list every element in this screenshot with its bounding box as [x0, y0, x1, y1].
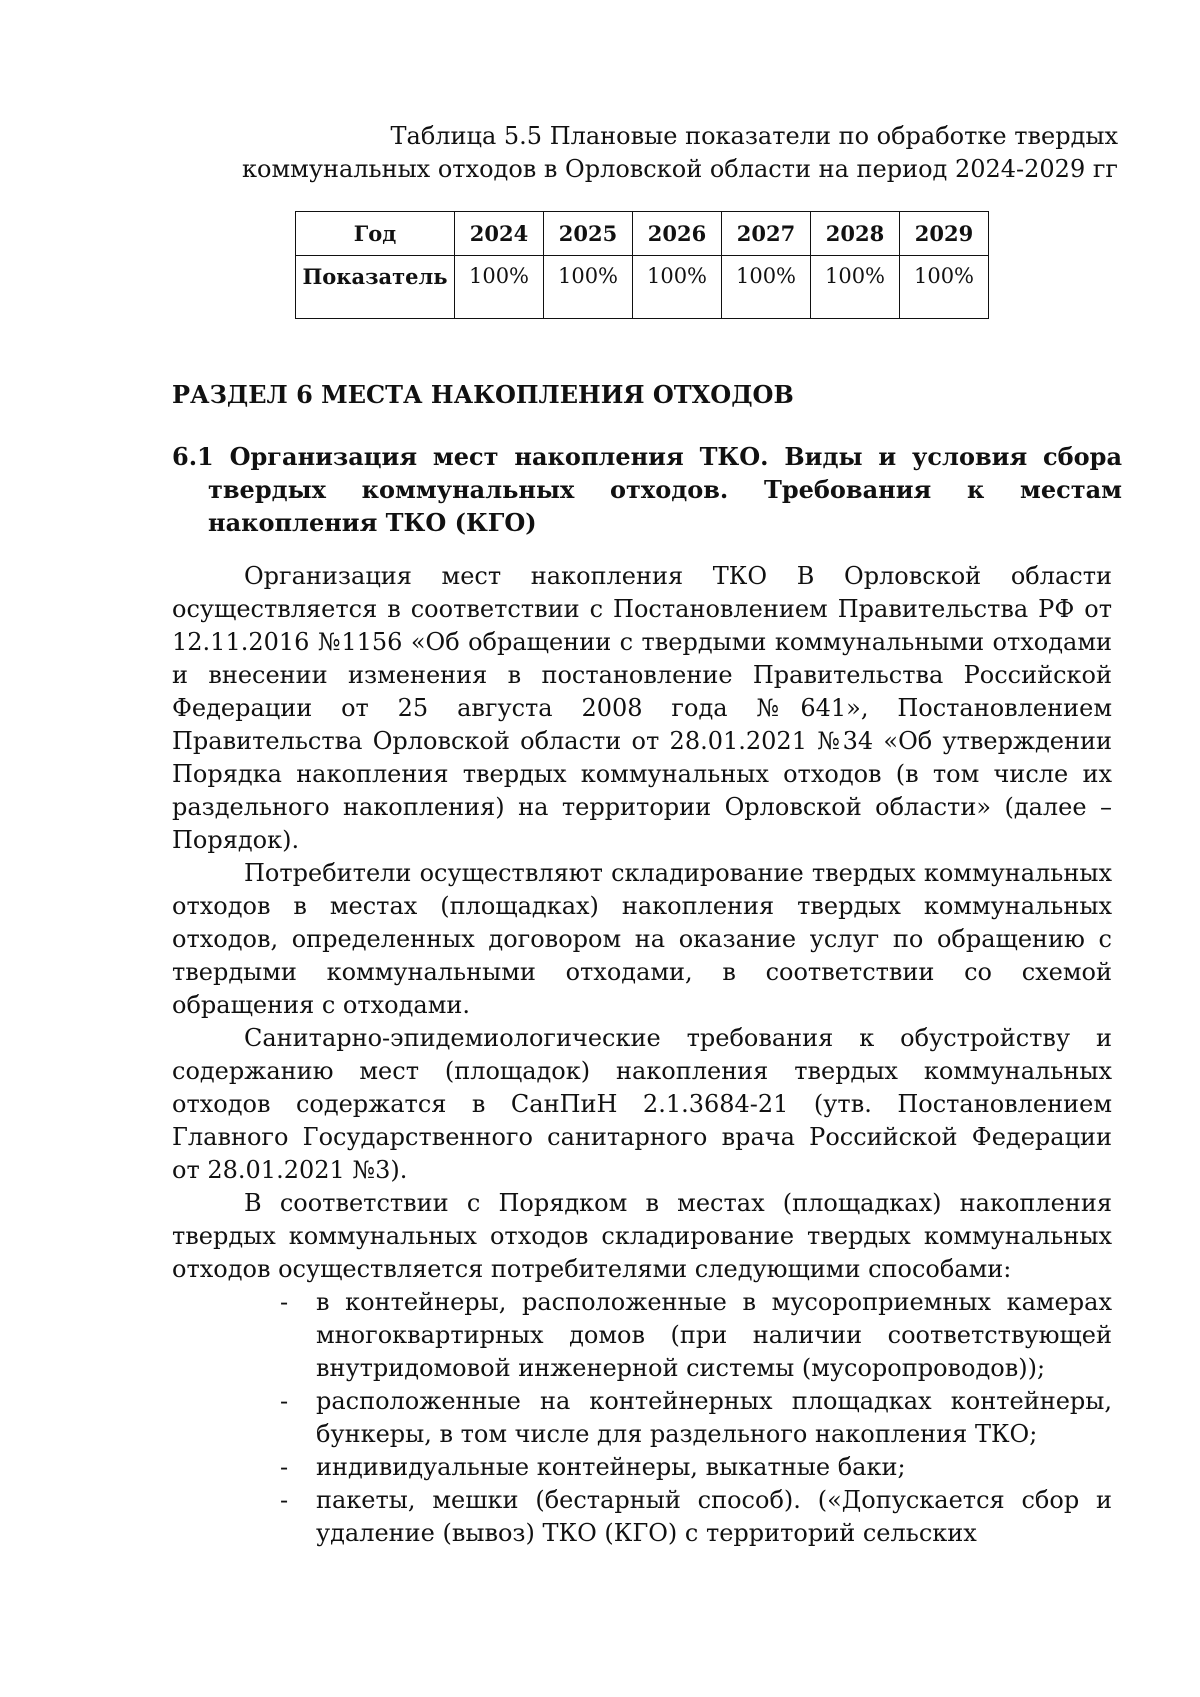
plan-table-value-2026: 100%: [633, 256, 722, 319]
paragraph: Потребители осуществляют складирование твердых коммунальных отходов в местах (площадках) накопления твердых коммунальных отходов, определенных договором на оказание услуг по обращению с твердыми коммунальными отходами, в соответствии со схемой обращения с отходами.: [172, 859, 1112, 1019]
list-item: [280, 1484, 1112, 1550]
section-title: РАЗДЕЛ 6 МЕСТА НАКОПЛЕНИЯ ОТХОДОВ: [172, 380, 794, 409]
plan-table-value-2025: 100%: [544, 256, 633, 319]
plan-table-year-2028: 2028: [811, 212, 900, 256]
plan-table-year-2026: 2026: [633, 212, 722, 256]
plan-table-value-2024: 100%: [455, 256, 544, 319]
plan-table-year-2025: 2025: [544, 212, 633, 256]
list-marker: -: [280, 1288, 289, 1316]
plan-table-year-2029: 2029: [900, 212, 989, 256]
list-marker: -: [280, 1486, 289, 1514]
plan-table-value-2029: 100%: [900, 256, 989, 319]
plan-table-value-2028: 100%: [811, 256, 900, 319]
plan-table-year-2024: 2024: [455, 212, 544, 256]
list-item: [280, 1385, 1112, 1451]
plan-table-year-2027: 2027: [722, 212, 811, 256]
table-caption-line-1: Таблица 5.5 Плановые показатели по обработке твердых: [390, 122, 1118, 150]
plan-table-value-2027: 100%: [722, 256, 811, 319]
list-marker: -: [280, 1453, 289, 1481]
body-text: [172, 560, 1112, 1550]
paragraph: В соответствии с Порядком в местах (площадках) накопления твердых коммунальных отходов складирование твердых коммунальных отходов осуществляется потребителями следующими способами:: [172, 1189, 1112, 1283]
plan-table-header-label: Год: [296, 212, 455, 256]
plan-table-row-label: Показатель: [296, 256, 455, 319]
list-marker: -: [280, 1387, 289, 1415]
plan-table-header-row: [296, 212, 989, 256]
plan-table: [295, 211, 989, 319]
list-item-text: расположенные на контейнерных площадках контейнеры, бункеры, в том числе для раздельного накопления ТКО;: [316, 1387, 1112, 1448]
paragraph: Организация мест накопления ТКО В Орловской области осуществляется в соответствии с Постановлением Правительства РФ от 12.11.2016 №1156 «Об обращении с твердыми коммунальными отходами и внесении изменения в постановление Правительства Российской Федерации от 25 августа 2008 года №641», Постановлением Правительства Орловской области от 28.01.2021 №34 «Об утверждении Порядка накопления твердых коммунальных отходов (в том числе их раздельного накопления) на территории Орловской области» (далее – Порядок).: [172, 562, 1112, 854]
subsection-title: 6.1 Организация мест накопления ТКО. Виды и условия сбора твердых коммунальных отходов. Требования к местам накопления ТКО (КГО): [172, 442, 1122, 537]
list-item-text: индивидуальные контейнеры, выкатные баки;: [316, 1453, 906, 1481]
paragraph: Санитарно-эпидемиологические требования к обустройству и содержанию мест (площадок) накопления твердых коммунальных отходов содержатся в СанПиН 2.1.3684-21 (утв. Постановлением Главного Государственного санитарного врача Российской Федерации от 28.01.2021 №3).: [172, 1024, 1112, 1184]
collection-methods-list: [172, 1286, 1112, 1550]
list-item-text: пакеты, мешки (бестарный способ). («Допускается сбор и удаление (вывоз) ТКО (КГО) с территорий сельских: [316, 1486, 1112, 1547]
table-caption-line-2: коммунальных отходов в Орловской области на период 2024-2029 гг: [242, 155, 1118, 183]
list-item: [280, 1451, 1112, 1484]
list-item: [280, 1286, 1112, 1385]
table-caption: [170, 120, 1118, 186]
list-item-text: в контейнеры, расположенные в мусороприемных камерах многоквартирных домов (при наличии соответствующей внутридомовой инженерной системы (мусоропроводов));: [316, 1288, 1112, 1382]
plan-table-value-row: [296, 256, 989, 319]
